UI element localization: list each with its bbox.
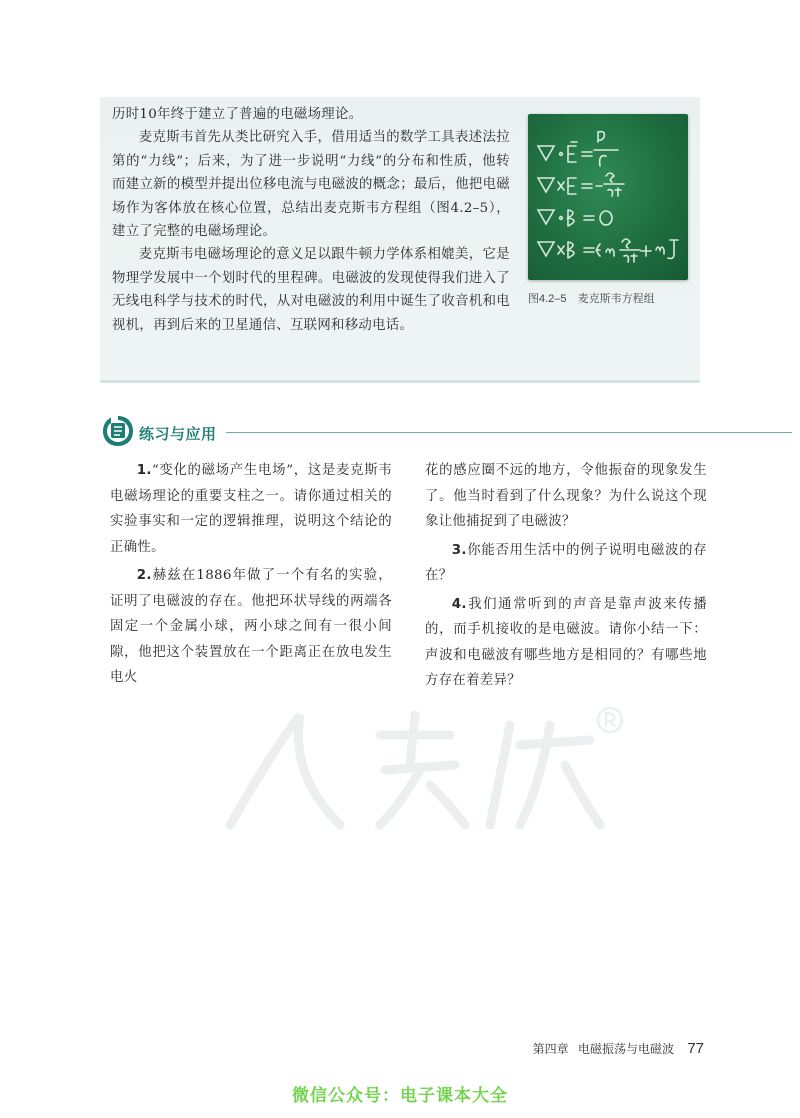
figure-caption <box>528 290 698 306</box>
question-2-continued: 花的感应圈不远的地方，令他振奋的现象发生了。他当时看到了什么现象？为什么说这个现象让他捕捉到了电磁波？ <box>425 463 707 529</box>
figure-caption-text: 麦克斯韦方程组 <box>577 293 655 305</box>
question-4-number: 4. <box>451 596 467 612</box>
section-divider <box>226 432 792 433</box>
figure-number: 图4.2–5 <box>528 293 567 305</box>
chapter-title: 电磁振荡与电磁波 <box>577 1042 674 1056</box>
question-3-number: 3. <box>451 542 467 558</box>
chapter-label: 第四章 <box>532 1042 569 1056</box>
maxwell-equations-figure <box>528 114 688 280</box>
question-3 <box>425 538 707 589</box>
intro-paragraph-2: 麦克斯韦首先从类比研究入手，借用适当的数学工具表述法拉第的“力线”；后来，为了进一步说明“力线”的分布和性质，他转而建立新的模型并提出位移电流与电磁波的概念；最后，他把电磁场作为客体放在核心位置，总结出麦克斯韦方程组（图4.2–5），建立了完整的电磁场理论。 <box>112 130 510 240</box>
exercise-section-icon <box>101 414 135 448</box>
question-4 <box>425 592 707 694</box>
registered-mark <box>598 708 622 732</box>
question-4-text: 我们通常听到的声音是靠声波来传播的，而手机接收的是电磁波。请你小结一下：声波和电磁波有哪些地方是相同的？有哪些地方存在着差异？ <box>425 596 707 688</box>
intro-paragraph-1: 历时10年终于建立了普遍的电磁场理论。 <box>112 107 363 122</box>
intro-text <box>112 103 510 337</box>
section-title: 练习与应用 <box>139 425 217 443</box>
question-2 <box>110 563 392 691</box>
exercise-column-right <box>425 458 707 694</box>
page-footer <box>533 1040 704 1057</box>
wechat-banner: 微信公众号：电子课本大全 <box>292 1086 508 1106</box>
page-number: 77 <box>687 1040 704 1057</box>
question-2-text: 赫兹在1886年做了一个有名的实验，证明了电磁波的存在。他把环状导线的两端各固定一个金属小球，两小球之间有一很小间隙，他把这个装置放在一个距离正在放电发生电火 <box>110 568 392 685</box>
question-1-number: 1. <box>136 463 152 478</box>
exercise-column-left <box>110 458 392 691</box>
publisher-watermark <box>190 695 630 845</box>
question-1-text: “变化的磁场产生电场”，这是麦克斯韦电磁场理论的重要支柱之一。请你通过相关的实验事实和一定的逻辑推理，说明这个结论的正确性。 <box>110 463 392 555</box>
question-2-number: 2. <box>136 568 152 583</box>
intro-paragraph-3: 麦克斯韦电磁场理论的意义足以跟牛顿力学体系相媲美，它是物理学发展中一个划时代的里程碑。电磁波的发现使得我们进入了无线电科学与技术的时代，从对电磁波的利用中诞生了收音机和电视机，再到后来的卫星通信、互联网和移动电话。 <box>112 247 510 333</box>
question-1 <box>110 458 392 560</box>
question-3-text: 你能否用生活中的例子说明电磁波的存在？ <box>425 542 707 583</box>
